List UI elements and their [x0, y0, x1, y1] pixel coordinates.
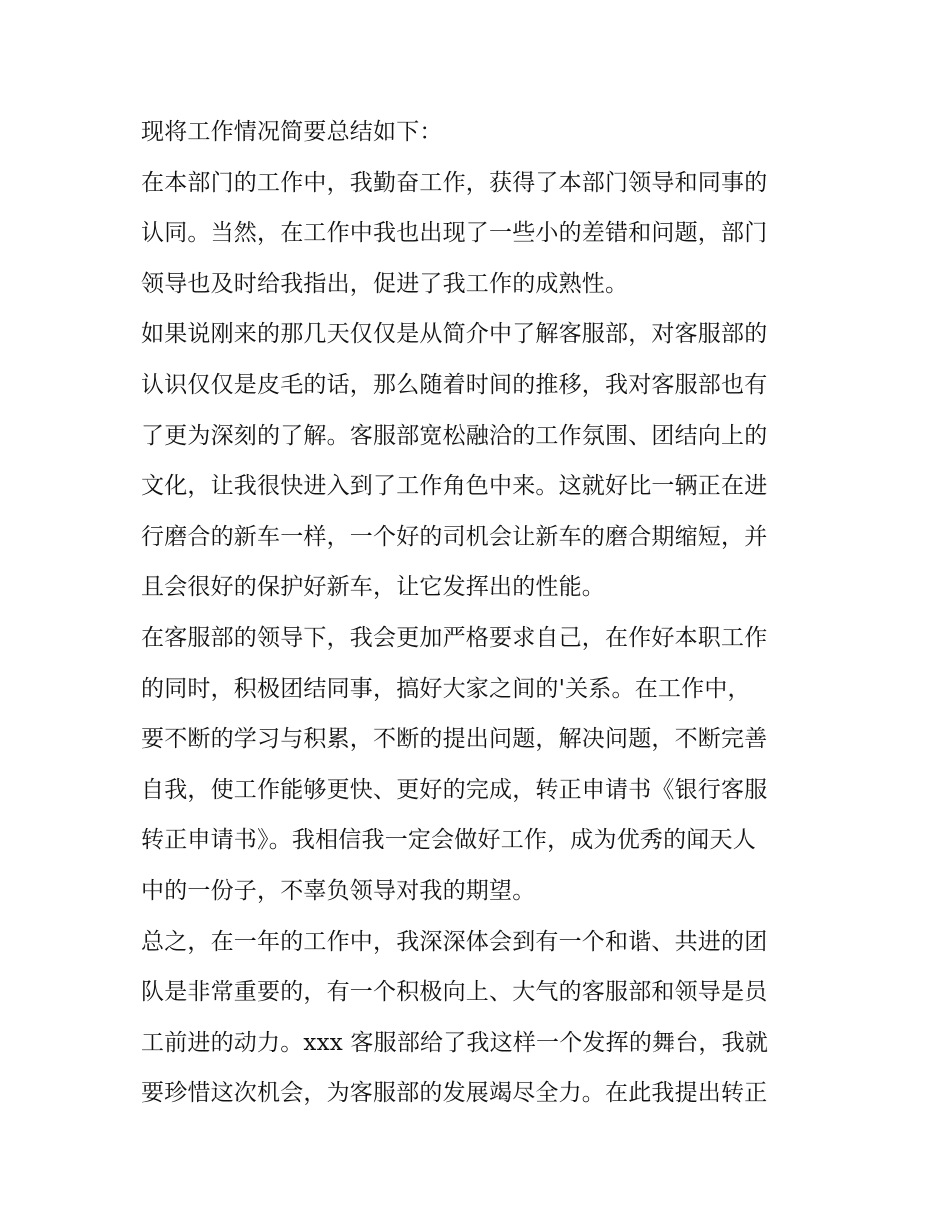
text-line: 在本部门的工作中，我勤奋工作，获得了本部门领导和同事的 [141, 169, 768, 196]
text-line: 的同时，积极团结同事，搞好大家之间的'关系。在工作中， [141, 675, 751, 702]
text-line: 转正申请书》。我相信我一定会做好工作，成为优秀的闻天人 [141, 827, 756, 854]
text-line: 自我，使工作能够更快、更好的完成，转正申请书《银行客服 [141, 776, 768, 803]
text-line: 文化，让我很快进入到了工作角色中来。这就好比一辆正在进 [141, 473, 768, 500]
text-line: 领导也及时给我指出，促进了我工作的成熟性。 [141, 270, 629, 297]
text-line: 如果说刚来的那几天仅仅是从简介中了解客服部，对客服部的 [141, 321, 768, 348]
text-line: 要不断的学习与积累，不断的提出问题，解决问题，不断完善 [141, 726, 768, 753]
text-line: 行磨合的新车一样，一个好的司机会让新车的磨合期缩短，并 [141, 523, 768, 550]
text-line: 工前进的动力。xxx 客服部给了我这样一个发挥的舞台，我就 [141, 1029, 769, 1056]
text-line: 要珍惜这次机会，为客服部的发展竭尽全力。在此我提出转正 [141, 1080, 768, 1107]
text-line: 队是非常重要的，有一个积极向上、大气的客服部和领导是员 [141, 979, 768, 1006]
text-line: 且会很好的保护好新车，让它发挥出的性能。 [141, 574, 605, 601]
text-line: 认同。当然，在工作中我也出现了一些小的差错和问题，部门 [141, 220, 768, 247]
text-line: 认识仅仅是皮毛的话，那么随着时间的推移，我对客服部也有 [141, 371, 768, 398]
text-line: 中的一份子，不辜负领导对我的期望。 [141, 877, 536, 904]
text-line: 了更为深刻的了解。客服部宽松融洽的工作氛围、团结向上的 [141, 422, 768, 449]
text-line: 总之，在一年的工作中，我深深体会到有一个和谐、共进的团 [141, 928, 768, 955]
document-body [141, 107, 821, 1119]
text-line: 在客服部的领导下，我会更加严格要求自己，在作好本职工作 [141, 624, 768, 651]
text-line: 现将工作情况简要总结如下： [141, 119, 443, 145]
